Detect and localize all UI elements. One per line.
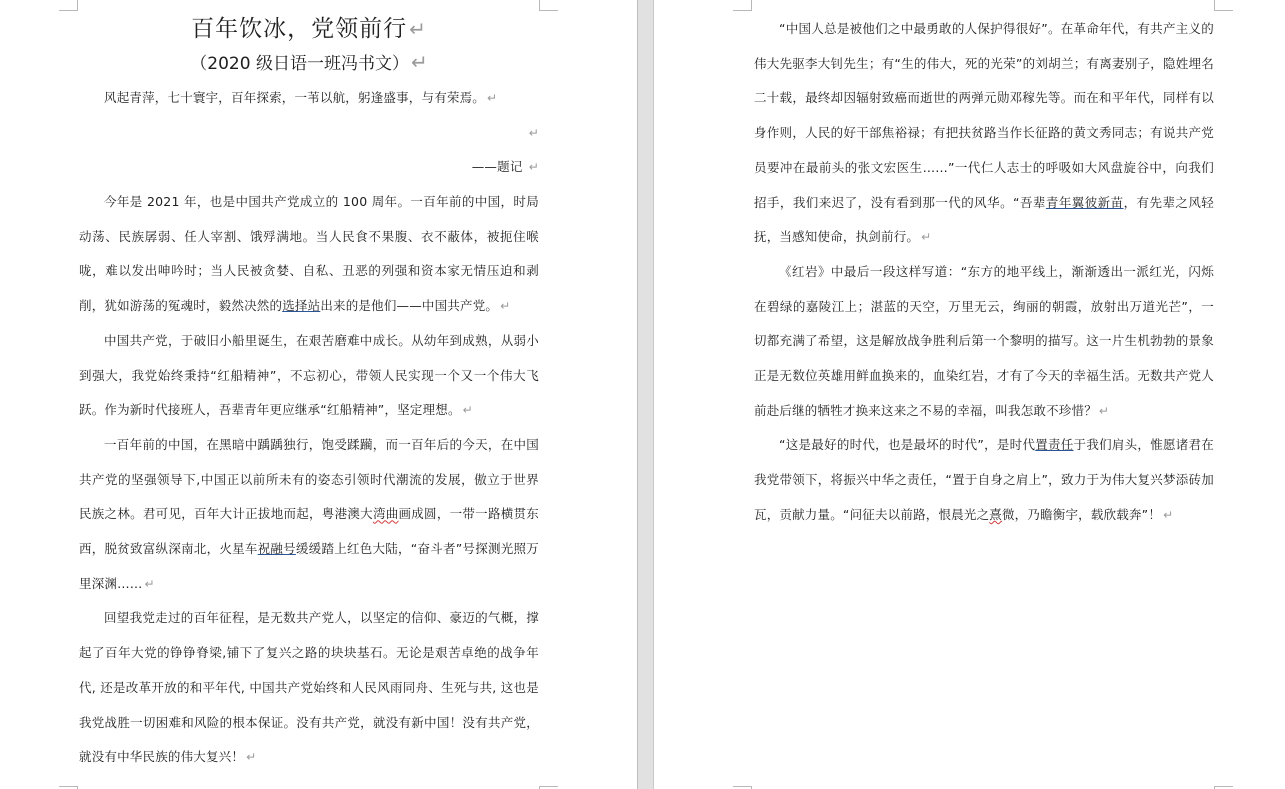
paragraph-1: 今年是 2021 年，也是中国共产党成立的 100 周年。一百年前的中国，时局动荡、民族孱弱、任人宰割、饿殍满地。当人民食不果腹、衣不蔽体，被扼住喉咙，难以发出呻吟时；当人民被贪婪、自私、丑恶的列强和资本家无情压迫和剥削，犹如游荡的冤魂时，毅然决然的选择站出来的是他们——中国共产党。 ↵ bbox=[79, 194, 539, 314]
tracked-phrase[interactable]: 祝融号 bbox=[257, 541, 296, 557]
page-gutter bbox=[637, 0, 654, 789]
crop-mark-top-right bbox=[1214, 0, 1233, 11]
crop-mark-top-left bbox=[733, 0, 752, 11]
empty-paragraph: ↵ bbox=[528, 125, 539, 140]
paragraph-2: 中国共产党，于破旧小船里诞生，在艰苦磨难中成长。从幼年到成熟，从弱小到强大，我党始终秉持“红船精神”，不忘初心，带领人民实现一个又一个伟大飞跃。作为新时代接班人，吾辈青年更应继承“红船精神”，坚定理想。 ↵ bbox=[79, 332, 539, 418]
document-subtitle[interactable]: （2020 级日语一班冯书文） ↵ bbox=[190, 50, 428, 74]
document-title[interactable]: 百年饮冰，党领前行 ↵ bbox=[191, 16, 427, 42]
spelling-error[interactable]: 湾曲 bbox=[372, 506, 399, 522]
epigraph[interactable] bbox=[79, 81, 539, 185]
crop-mark-top-left bbox=[59, 0, 78, 11]
paragraph-5: “中国人总是被他们之中最勇敢的人保护得很好”。在革命年代，有共产主义的伟大先驱李大钊先生；有“生的伟大，死的光荣”的刘胡兰；有离妻别子，隐姓埋名二十载，最终却因辐射致癌而逝世的两弹元勋邓稼先等。而在和平年代，同样有以身作则，人民的好干部焦裕禄；有把扶贫路当作长征路的黄文秀同志；有说共产党员要冲在最前头的张文宏医生……”一代仁人志士的呼吸如大风盘旋谷中，向我们招手，我们来迟了，没有看到那一代的风华。“吾辈青年翼彼新苗，有先辈之风轻抚，当感知使命，执剑前行。 ↵ bbox=[754, 21, 1215, 245]
paragraph-3: 一百年前的中国，在黑暗中踽踽独行，饱受蹂躏，而一百年后的今天，在中国共产党的坚强领导下,中国正以前所未有的姿态引领时代潮流的发展，傲立于世界民族之林。君可见，百年大计正拔地而起，粤港澳大湾曲画成圆，一带一路横贯东西，脱贫致富纵深南北，火星车祝融号缓缓踏上红色大陆，“奋斗者”号探测光照万里深渊…… ↵ bbox=[79, 436, 539, 591]
tracked-phrase[interactable]: 置责任 bbox=[1035, 437, 1074, 453]
crop-mark-top-right bbox=[539, 0, 558, 11]
paragraph-mark: ↵ bbox=[410, 50, 428, 74]
paragraph-mark: ↵ bbox=[409, 17, 427, 41]
epigraph-signature: ——题记 ↵ bbox=[471, 159, 539, 175]
spelling-error[interactable]: 熹 bbox=[989, 506, 1002, 522]
paragraph-7: “这是最好的时代，也是最坏的时代”，是时代置责任于我们肩头，惟愿诸君在我党带领下，将振兴中华之责任，“置于自身之肩上”，致力于为伟大复兴梦添砖加瓦，贡献力量。“问征夫以前路，恨晨光之熹微，乃瞻衡宇，载欣载奔”！ ↵ bbox=[754, 437, 1214, 522]
body-right[interactable] bbox=[754, 12, 1214, 533]
paragraph-4: 回望我党走过的百年征程，是无数共产党人，以坚定的信仰、豪迈的气概，撑起了百年大党的铮铮脊梁,铺下了复兴之路的块块基石。无论是艰苦卓绝的战争年代, 还是改革开放的和平年代, 中国共产党始终和人民风雨同舟、生死与共, 这也是我党战胜一切困难和风险的根本保证。没有共产党，就没有新中国！没有共产党，就没有中华民族的伟大复兴！ ↵ bbox=[79, 610, 539, 765]
paragraph-6: 《红岩》中最后一段这样写道：“东方的地平线上，渐渐透出一派红光，闪烁在碧绿的嘉陵江上；湛蓝的天空，万里无云，绚丽的朝霞，放射出万道光芒”，一切都充满了希望，这是解放战争胜利后第一个黎明的描写。这一片生机勃勃的景象正是无数位英雄用鲜血换来的，血染红岩，才有了今天的幸福生活。无数共产党人前赴后继的牺牲才换来这来之不易的幸福，叫我怎敢不珍惜？ ↵ bbox=[754, 263, 1214, 418]
tracked-phrase[interactable]: 青年翼彼新苗 bbox=[1045, 194, 1124, 210]
epigraph-text: 风起青萍，七十寰宇，百年探索，一苇以航，躬逢盛事，与有荣焉。 ↵ bbox=[104, 90, 498, 105]
body-left[interactable] bbox=[79, 185, 539, 775]
tracked-phrase[interactable]: 选择站 bbox=[282, 298, 321, 314]
